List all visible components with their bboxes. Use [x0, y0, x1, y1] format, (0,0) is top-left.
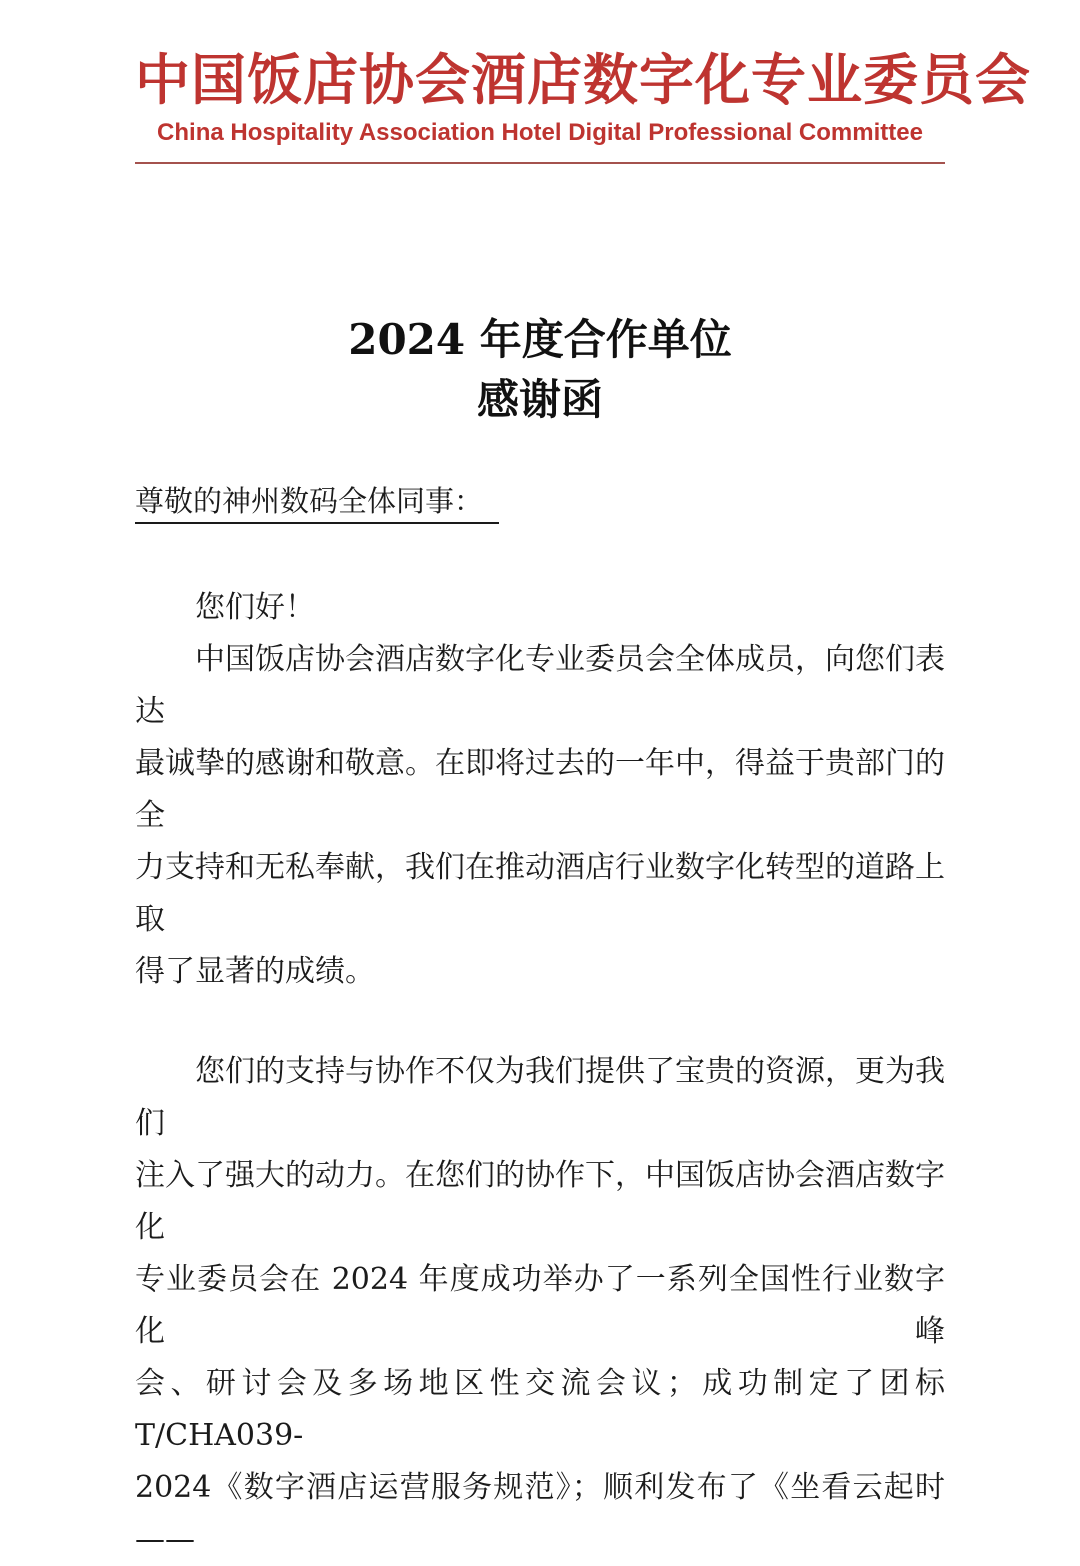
letterhead-divider [135, 162, 945, 164]
org-name-chinese: 中国饭店协会酒店数字化专业委员会 [135, 47, 1032, 112]
letter-line: 注入了强大的动力。在您们的协作下，中国饭店协会酒店数字化 [135, 1158, 945, 1246]
document-title-line1: 2024 年度合作单位 [348, 315, 732, 365]
org-name-english: China Hospitality Association Hotel Digital Professional Committee [157, 119, 923, 147]
letter-body [135, 582, 945, 1566]
paragraph [135, 1046, 945, 1566]
letter-line: 专业委员会在 2024 年度成功举办了一系列全国性行业数字化峰 [135, 1262, 945, 1350]
letter-line: 2024《数字酒店运营服务规范》；顺利发布了《坐看云起时—— [135, 1470, 945, 1558]
letter-line: 您们好！ [195, 590, 315, 626]
paragraph [135, 582, 945, 634]
letter-line: 最诚挚的感谢和敬意。在即将过去的一年中，得益于贵部门的全 [135, 746, 945, 834]
paragraph [135, 634, 945, 998]
document-title [135, 310, 945, 430]
letter-line: 您们的支持与协作不仅为我们提供了宝贵的资源，更为我们 [135, 1054, 945, 1142]
letter-line: 中国饭店协会酒店数字化专业委员会全体成员，向您们表达 [135, 642, 945, 730]
salutation [135, 482, 945, 520]
salutation-text: 尊敬的神州数码全体同事： [135, 484, 499, 524]
letter-line: 会、研讨会及多场地区性交流会议；成功制定了团标 T/CHA039- [135, 1366, 945, 1454]
document-title-line2: 感谢函 [476, 375, 603, 425]
letterhead [135, 47, 1032, 164]
letter-line: 得了显著的成绩。 [135, 954, 375, 990]
letter-line: 力支持和无私奉献，我们在推动酒店行业数字化转型的道路上取 [135, 850, 945, 938]
